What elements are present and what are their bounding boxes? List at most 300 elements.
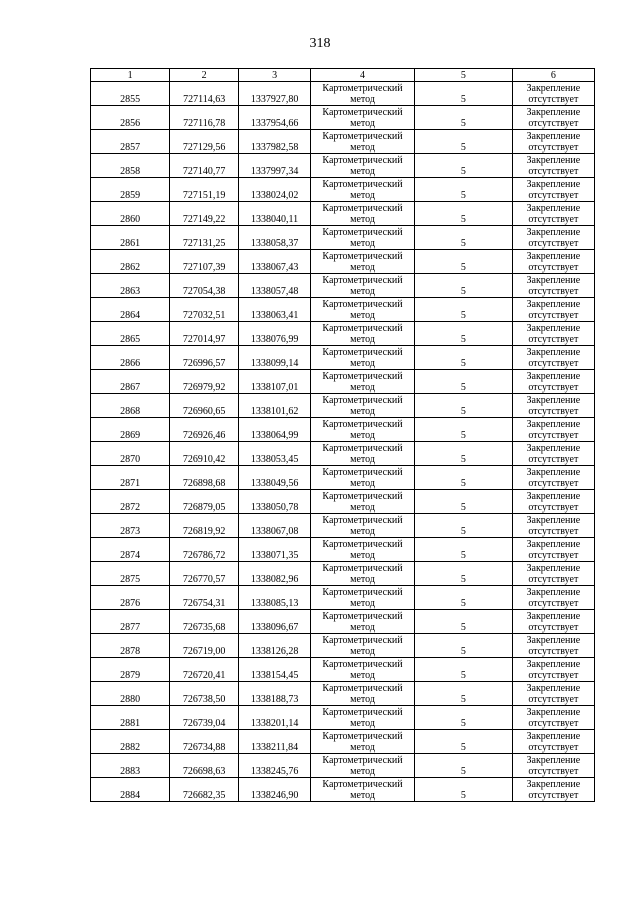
- table-row: [91, 418, 595, 442]
- point-number-cell: 2879: [91, 658, 170, 682]
- fixing-line-1: Закрепление: [526, 419, 581, 430]
- method-cell: [311, 682, 415, 706]
- point-number-cell: 2866: [91, 346, 170, 370]
- accuracy-cell: 5: [414, 610, 512, 634]
- fixing-line-2: отсутствует: [528, 406, 579, 417]
- coordinates-table: [90, 68, 595, 802]
- method-cell: [311, 394, 415, 418]
- x-coordinate-cell: 726682,35: [170, 778, 239, 802]
- fixing-line-1: Закрепление: [526, 683, 581, 694]
- x-coordinate-cell: 726960,65: [170, 394, 239, 418]
- table-row: [91, 754, 595, 778]
- method-cell: [311, 610, 415, 634]
- header-cell-3: 3: [239, 69, 311, 82]
- point-number-cell: 2867: [91, 370, 170, 394]
- method-line-2: метод: [350, 694, 375, 705]
- fixing-cell: [512, 226, 594, 250]
- fixing-cell: [512, 514, 594, 538]
- fixing-line-1: Закрепление: [526, 659, 581, 670]
- accuracy-cell: 5: [414, 202, 512, 226]
- method-cell: [311, 130, 415, 154]
- method-line-1: Картометрический: [322, 83, 403, 94]
- table-row: [91, 634, 595, 658]
- accuracy-cell: 5: [414, 418, 512, 442]
- fixing-line-1: Закрепление: [526, 83, 581, 94]
- method-cell: [311, 514, 415, 538]
- method-line-1: Картометрический: [322, 107, 403, 118]
- fixing-cell: [512, 106, 594, 130]
- y-coordinate-cell: 1338201,14: [239, 706, 311, 730]
- method-cell: [311, 442, 415, 466]
- fixing-cell: [512, 202, 594, 226]
- header-cell-6: 6: [512, 69, 594, 82]
- fixing-line-1: Закрепление: [526, 563, 581, 574]
- y-coordinate-cell: 1338057,48: [239, 274, 311, 298]
- x-coordinate-cell: 727149,22: [170, 202, 239, 226]
- y-coordinate-cell: 1338063,41: [239, 298, 311, 322]
- y-coordinate-cell: 1338076,99: [239, 322, 311, 346]
- fixing-line-2: отсутствует: [528, 430, 579, 441]
- fixing-line-1: Закрепление: [526, 731, 581, 742]
- fixing-line-2: отсутствует: [528, 670, 579, 681]
- fixing-line-1: Закрепление: [526, 107, 581, 118]
- point-number-cell: 2875: [91, 562, 170, 586]
- method-line-1: Картометрический: [322, 779, 403, 790]
- accuracy-cell: 5: [414, 730, 512, 754]
- point-number-cell: 2863: [91, 274, 170, 298]
- x-coordinate-cell: 726910,42: [170, 442, 239, 466]
- table-row: [91, 586, 595, 610]
- table-row: [91, 202, 595, 226]
- method-line-2: метод: [350, 598, 375, 609]
- fixing-line-1: Закрепление: [526, 251, 581, 262]
- fixing-line-1: Закрепление: [526, 395, 581, 406]
- accuracy-cell: 5: [414, 682, 512, 706]
- y-coordinate-cell: 1338064,99: [239, 418, 311, 442]
- method-line-2: метод: [350, 286, 375, 297]
- header-row: [91, 69, 595, 82]
- fixing-cell: [512, 274, 594, 298]
- method-line-1: Картометрический: [322, 227, 403, 238]
- y-coordinate-cell: 1338188,73: [239, 682, 311, 706]
- fixing-cell: [512, 658, 594, 682]
- method-line-2: метод: [350, 190, 375, 201]
- method-line-1: Картометрический: [322, 179, 403, 190]
- method-line-1: Картометрический: [322, 419, 403, 430]
- fixing-cell: [512, 682, 594, 706]
- table-row: [91, 106, 595, 130]
- point-number-cell: 2861: [91, 226, 170, 250]
- method-cell: [311, 298, 415, 322]
- fixing-cell: [512, 370, 594, 394]
- fixing-line-1: Закрепление: [526, 371, 581, 382]
- table-row: [91, 274, 595, 298]
- method-line-2: метод: [350, 526, 375, 537]
- accuracy-cell: 5: [414, 346, 512, 370]
- point-number-cell: 2868: [91, 394, 170, 418]
- point-number-cell: 2872: [91, 490, 170, 514]
- method-line-1: Картометрический: [322, 683, 403, 694]
- fixing-line-2: отсутствует: [528, 262, 579, 273]
- table-row: [91, 514, 595, 538]
- accuracy-cell: 5: [414, 754, 512, 778]
- x-coordinate-cell: 727140,77: [170, 154, 239, 178]
- y-coordinate-cell: 1338049,56: [239, 466, 311, 490]
- fixing-cell: [512, 442, 594, 466]
- fixing-line-2: отсутствует: [528, 166, 579, 177]
- x-coordinate-cell: 726879,05: [170, 490, 239, 514]
- fixing-line-2: отсутствует: [528, 118, 579, 129]
- method-line-2: метод: [350, 574, 375, 585]
- accuracy-cell: 5: [414, 82, 512, 106]
- y-coordinate-cell: 1337997,34: [239, 154, 311, 178]
- fixing-line-2: отсутствует: [528, 766, 579, 777]
- y-coordinate-cell: 1338040,11: [239, 202, 311, 226]
- fixing-line-1: Закрепление: [526, 131, 581, 142]
- method-line-2: метод: [350, 430, 375, 441]
- method-cell: [311, 250, 415, 274]
- method-line-1: Картометрический: [322, 611, 403, 622]
- table-row: [91, 178, 595, 202]
- method-line-1: Картометрический: [322, 323, 403, 334]
- table-row: [91, 130, 595, 154]
- fixing-cell: [512, 250, 594, 274]
- y-coordinate-cell: 1338107,01: [239, 370, 311, 394]
- fixing-line-2: отсутствует: [528, 598, 579, 609]
- x-coordinate-cell: 727129,56: [170, 130, 239, 154]
- method-line-2: метод: [350, 742, 375, 753]
- point-number-cell: 2882: [91, 730, 170, 754]
- table-row: [91, 322, 595, 346]
- accuracy-cell: 5: [414, 514, 512, 538]
- method-line-1: Картометрический: [322, 515, 403, 526]
- method-line-1: Картометрический: [322, 131, 403, 142]
- point-number-cell: 2883: [91, 754, 170, 778]
- method-line-2: метод: [350, 94, 375, 105]
- point-number-cell: 2878: [91, 634, 170, 658]
- fixing-line-1: Закрепление: [526, 635, 581, 646]
- y-coordinate-cell: 1337927,80: [239, 82, 311, 106]
- method-line-1: Картометрический: [322, 539, 403, 550]
- accuracy-cell: 5: [414, 130, 512, 154]
- x-coordinate-cell: 726735,68: [170, 610, 239, 634]
- method-line-1: Картометрический: [322, 299, 403, 310]
- method-cell: [311, 586, 415, 610]
- method-cell: [311, 562, 415, 586]
- method-cell: [311, 370, 415, 394]
- fixing-line-1: Закрепление: [526, 539, 581, 550]
- method-line-1: Картометрический: [322, 347, 403, 358]
- table-row: [91, 226, 595, 250]
- x-coordinate-cell: 727151,19: [170, 178, 239, 202]
- table-row: [91, 346, 595, 370]
- table-row: [91, 154, 595, 178]
- fixing-cell: [512, 82, 594, 106]
- accuracy-cell: 5: [414, 154, 512, 178]
- x-coordinate-cell: 726719,00: [170, 634, 239, 658]
- method-cell: [311, 226, 415, 250]
- x-coordinate-cell: 727131,25: [170, 226, 239, 250]
- y-coordinate-cell: 1338024,02: [239, 178, 311, 202]
- point-number-cell: 2865: [91, 322, 170, 346]
- y-coordinate-cell: 1337982,58: [239, 130, 311, 154]
- y-coordinate-cell: 1338067,08: [239, 514, 311, 538]
- fixing-line-2: отсутствует: [528, 238, 579, 249]
- x-coordinate-cell: 726898,68: [170, 466, 239, 490]
- y-coordinate-cell: 1338071,35: [239, 538, 311, 562]
- header-cell-1: 1: [91, 69, 170, 82]
- accuracy-cell: 5: [414, 778, 512, 802]
- x-coordinate-cell: 726770,57: [170, 562, 239, 586]
- fixing-line-2: отсутствует: [528, 310, 579, 321]
- method-line-1: Картометрический: [322, 275, 403, 286]
- accuracy-cell: 5: [414, 442, 512, 466]
- y-coordinate-cell: 1338099,14: [239, 346, 311, 370]
- y-coordinate-cell: 1338085,13: [239, 586, 311, 610]
- point-number-cell: 2858: [91, 154, 170, 178]
- method-line-2: метод: [350, 406, 375, 417]
- fixing-line-2: отсутствует: [528, 622, 579, 633]
- fixing-line-2: отсутствует: [528, 358, 579, 369]
- fixing-line-2: отсутствует: [528, 334, 579, 345]
- y-coordinate-cell: 1338154,45: [239, 658, 311, 682]
- table-row: [91, 490, 595, 514]
- fixing-cell: [512, 130, 594, 154]
- fixing-line-1: Закрепление: [526, 203, 581, 214]
- y-coordinate-cell: 1338096,67: [239, 610, 311, 634]
- method-line-1: Картометрический: [322, 587, 403, 598]
- fixing-line-1: Закрепление: [526, 275, 581, 286]
- table-row: [91, 730, 595, 754]
- method-line-1: Картометрический: [322, 731, 403, 742]
- x-coordinate-cell: 726739,04: [170, 706, 239, 730]
- fixing-line-2: отсутствует: [528, 454, 579, 465]
- fixing-line-2: отсутствует: [528, 478, 579, 489]
- method-line-1: Картометрический: [322, 635, 403, 646]
- fixing-line-2: отсутствует: [528, 214, 579, 225]
- y-coordinate-cell: 1338050,78: [239, 490, 311, 514]
- method-line-2: метод: [350, 238, 375, 249]
- x-coordinate-cell: 727114,63: [170, 82, 239, 106]
- fixing-line-2: отсутствует: [528, 286, 579, 297]
- fixing-line-2: отсутствует: [528, 142, 579, 153]
- accuracy-cell: 5: [414, 394, 512, 418]
- method-line-2: метод: [350, 358, 375, 369]
- method-cell: [311, 346, 415, 370]
- method-line-2: метод: [350, 502, 375, 513]
- method-cell: [311, 490, 415, 514]
- method-line-1: Картометрический: [322, 755, 403, 766]
- point-number-cell: 2881: [91, 706, 170, 730]
- table-row: [91, 562, 595, 586]
- x-coordinate-cell: 726979,92: [170, 370, 239, 394]
- x-coordinate-cell: 726720,41: [170, 658, 239, 682]
- table-header: [91, 69, 595, 82]
- y-coordinate-cell: 1338101,62: [239, 394, 311, 418]
- accuracy-cell: 5: [414, 562, 512, 586]
- method-line-1: Картометрический: [322, 371, 403, 382]
- header-cell-4: 4: [311, 69, 415, 82]
- method-line-2: метод: [350, 166, 375, 177]
- point-number-cell: 2869: [91, 418, 170, 442]
- y-coordinate-cell: 1338058,37: [239, 226, 311, 250]
- fixing-cell: [512, 154, 594, 178]
- fixing-line-2: отсутствует: [528, 94, 579, 105]
- x-coordinate-cell: 727054,38: [170, 274, 239, 298]
- fixing-line-1: Закрепление: [526, 299, 581, 310]
- x-coordinate-cell: 727032,51: [170, 298, 239, 322]
- method-line-1: Картометрический: [322, 707, 403, 718]
- x-coordinate-cell: 726996,57: [170, 346, 239, 370]
- method-cell: [311, 658, 415, 682]
- fixing-cell: [512, 538, 594, 562]
- fixing-line-1: Закрепление: [526, 611, 581, 622]
- method-line-2: метод: [350, 310, 375, 321]
- point-number-cell: 2857: [91, 130, 170, 154]
- method-line-2: метод: [350, 766, 375, 777]
- header-cell-5: 5: [414, 69, 512, 82]
- accuracy-cell: 5: [414, 106, 512, 130]
- fixing-line-1: Закрепление: [526, 227, 581, 238]
- table-row: [91, 466, 595, 490]
- method-cell: [311, 754, 415, 778]
- fixing-cell: [512, 586, 594, 610]
- fixing-line-1: Закрепление: [526, 347, 581, 358]
- y-coordinate-cell: 1338082,96: [239, 562, 311, 586]
- page-number: 318: [309, 36, 331, 51]
- header-cell-2: 2: [170, 69, 239, 82]
- x-coordinate-cell: 727116,78: [170, 106, 239, 130]
- fixing-cell: [512, 298, 594, 322]
- accuracy-cell: 5: [414, 298, 512, 322]
- accuracy-cell: 5: [414, 658, 512, 682]
- point-number-cell: 2855: [91, 82, 170, 106]
- fixing-line-2: отсутствует: [528, 382, 579, 393]
- x-coordinate-cell: 726734,88: [170, 730, 239, 754]
- method-line-2: метод: [350, 622, 375, 633]
- method-cell: [311, 202, 415, 226]
- method-line-2: метод: [350, 790, 375, 801]
- y-coordinate-cell: 1338067,43: [239, 250, 311, 274]
- accuracy-cell: 5: [414, 274, 512, 298]
- fixing-cell: [512, 610, 594, 634]
- table-row: [91, 442, 595, 466]
- point-number-cell: 2877: [91, 610, 170, 634]
- table-body: [91, 82, 595, 802]
- method-line-2: метод: [350, 334, 375, 345]
- table-row: [91, 370, 595, 394]
- method-line-1: Картометрический: [322, 395, 403, 406]
- fixing-line-1: Закрепление: [526, 755, 581, 766]
- table-row: [91, 250, 595, 274]
- method-cell: [311, 706, 415, 730]
- fixing-cell: [512, 418, 594, 442]
- table-row: [91, 706, 595, 730]
- method-line-2: метод: [350, 718, 375, 729]
- fixing-cell: [512, 466, 594, 490]
- method-line-1: Картометрический: [322, 443, 403, 454]
- x-coordinate-cell: 726786,72: [170, 538, 239, 562]
- method-line-2: метод: [350, 454, 375, 465]
- method-line-2: метод: [350, 670, 375, 681]
- fixing-line-2: отсутствует: [528, 502, 579, 513]
- method-line-2: метод: [350, 262, 375, 273]
- x-coordinate-cell: 726819,92: [170, 514, 239, 538]
- x-coordinate-cell: 727014,97: [170, 322, 239, 346]
- method-cell: [311, 634, 415, 658]
- method-line-2: метод: [350, 214, 375, 225]
- point-number-cell: 2859: [91, 178, 170, 202]
- table-row: [91, 298, 595, 322]
- accuracy-cell: 5: [414, 466, 512, 490]
- method-cell: [311, 538, 415, 562]
- point-number-cell: 2860: [91, 202, 170, 226]
- method-line-2: метод: [350, 118, 375, 129]
- fixing-line-1: Закрепление: [526, 515, 581, 526]
- point-number-cell: 2856: [91, 106, 170, 130]
- fixing-cell: [512, 730, 594, 754]
- accuracy-cell: 5: [414, 370, 512, 394]
- x-coordinate-cell: 726738,50: [170, 682, 239, 706]
- method-cell: [311, 274, 415, 298]
- fixing-line-2: отсутствует: [528, 742, 579, 753]
- fixing-line-1: Закрепление: [526, 707, 581, 718]
- method-line-1: Картометрический: [322, 563, 403, 574]
- table-row: [91, 538, 595, 562]
- method-line-2: метод: [350, 382, 375, 393]
- fixing-line-1: Закрепление: [526, 491, 581, 502]
- method-line-1: Картометрический: [322, 467, 403, 478]
- point-number-cell: 2873: [91, 514, 170, 538]
- table-row: [91, 610, 595, 634]
- fixing-cell: [512, 562, 594, 586]
- fixing-line-2: отсутствует: [528, 718, 579, 729]
- accuracy-cell: 5: [414, 322, 512, 346]
- method-line-1: Картометрический: [322, 155, 403, 166]
- method-line-2: метод: [350, 478, 375, 489]
- method-cell: [311, 466, 415, 490]
- table-row: [91, 778, 595, 802]
- method-line-1: Картометрический: [322, 659, 403, 670]
- method-cell: [311, 82, 415, 106]
- point-number-cell: 2862: [91, 250, 170, 274]
- fixing-line-2: отсутствует: [528, 526, 579, 537]
- fixing-line-1: Закрепление: [526, 587, 581, 598]
- method-line-1: Картометрический: [322, 491, 403, 502]
- fixing-cell: [512, 754, 594, 778]
- y-coordinate-cell: 1337954,66: [239, 106, 311, 130]
- table-row: [91, 394, 595, 418]
- fixing-line-1: Закрепление: [526, 779, 581, 790]
- fixing-cell: [512, 346, 594, 370]
- fixing-line-1: Закрепление: [526, 467, 581, 478]
- y-coordinate-cell: 1338126,28: [239, 634, 311, 658]
- method-line-1: Картометрический: [322, 251, 403, 262]
- y-coordinate-cell: 1338245,76: [239, 754, 311, 778]
- method-cell: [311, 778, 415, 802]
- fixing-cell: [512, 490, 594, 514]
- fixing-line-1: Закрепление: [526, 323, 581, 334]
- fixing-line-2: отсутствует: [528, 190, 579, 201]
- fixing-line-2: отсутствует: [528, 550, 579, 561]
- method-line-1: Картометрический: [322, 203, 403, 214]
- accuracy-cell: 5: [414, 490, 512, 514]
- accuracy-cell: 5: [414, 250, 512, 274]
- fixing-line-1: Закрепление: [526, 179, 581, 190]
- point-number-cell: 2870: [91, 442, 170, 466]
- x-coordinate-cell: 726926,46: [170, 418, 239, 442]
- table-row: [91, 682, 595, 706]
